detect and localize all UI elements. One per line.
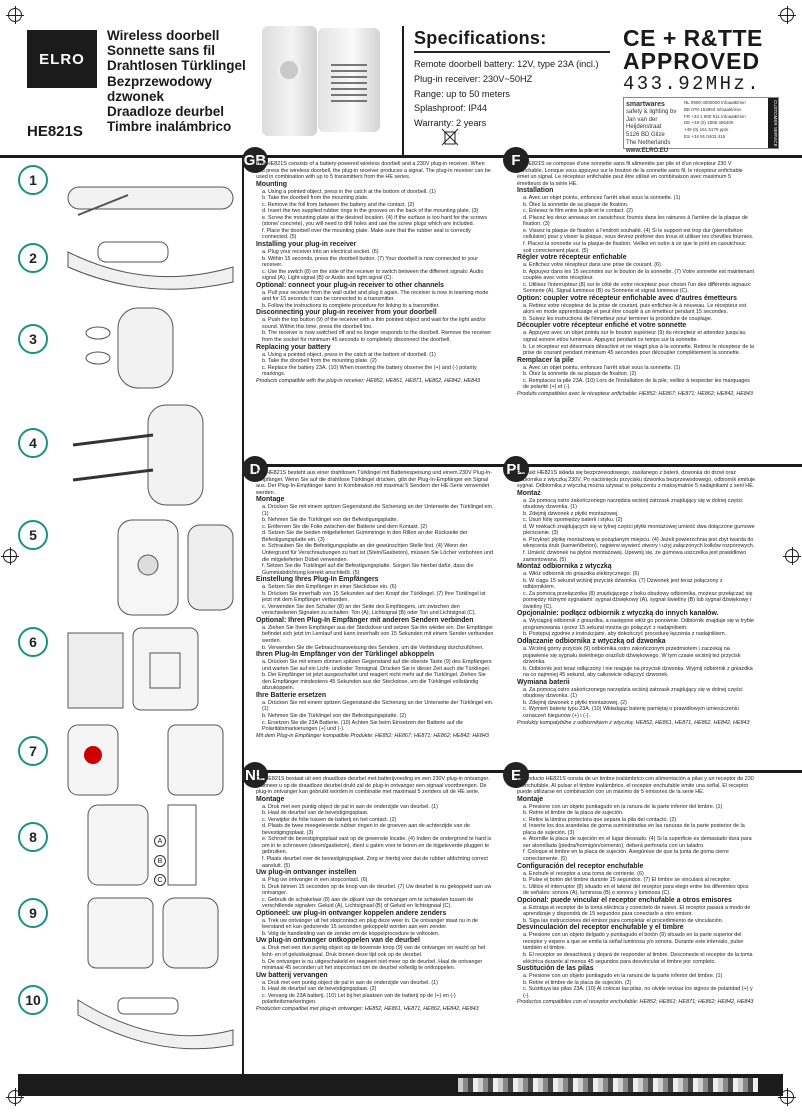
instruction-text: b. Retire el timbre de la placa de sujeción. bbox=[523, 810, 624, 817]
instruction-text: a. Za pomocą ostro zakończonego narzędzia wciśnij zatrzask znajdujący się w dolnej części obudowy dzwonka. (1) bbox=[523, 686, 743, 700]
spec-line: Plug-in receiver: 230V~50HZ bbox=[414, 73, 533, 84]
section-heading: Opcjonalnie: podłącz odbiornik z wtyczką do innych kanałów. bbox=[517, 610, 719, 618]
instructions-pl bbox=[517, 470, 755, 766]
instruction-text: Produkt HE821S składa się bezprzewodowego, zasilanego z baterii, dzwonka do drzwi oraz odbiornika z wtyczką 230V. Po naciśnięciu przycisku dzwonka bezprzewodowego, odbiornik emituje sygnał. Odbiornika z wtyczką można używać w połączeniu z maksymalnie 5 nadajnikami z serii HE. bbox=[517, 470, 755, 490]
step-number: 6 bbox=[18, 627, 48, 657]
step-number: 7 bbox=[18, 736, 48, 766]
instruction-text: a. Setzen Sie den Empfänger in einer Steckdose ein. (6) bbox=[262, 584, 397, 591]
address-line: Jan van der Heijdenstraat bbox=[626, 116, 662, 131]
section-heading: Optioneel: uw plug-in ontvanger koppelen andere zenders bbox=[256, 909, 447, 917]
footer-bar bbox=[18, 1074, 783, 1096]
instruction-text: b. Appuyez dans les 15 secondes sur le bouton de la sonnette. (7) Votre sonnette est maintenant couplée avec votre récepteur. bbox=[523, 268, 755, 282]
instruction-text: e. Schroef de bevestigingsplaat vast op de gewenste locatie. (4) Indien de ondergrond te hard is om in te schroeven (steen/gasbeton), dient u gaten voor te boren en de bijgeleverde pluggen te gebruiken. bbox=[262, 836, 492, 856]
instruction-text: a. Extraiga el receptor de la toma eléctrica y conéctelo de nuevo. El receptor pasará a modo de aprendizaje y dispondrá de 15 segundos para conectarlo a otro emisor. bbox=[523, 904, 751, 918]
section-heading: Odłączanie odbiornika z wtyczką od dzwonka bbox=[517, 638, 666, 646]
illustration-battery-foil bbox=[58, 232, 243, 297]
instruction-text: a. Plug your receiver into an electrical socket. (6) bbox=[262, 249, 379, 256]
instruction-text: c. Utilice el interruptor (8) situado en el lateral del receptor para elegir entre los diferentes tipos de señales: sonora (A), luminosa (B) o sonora y luminosa (C). bbox=[523, 883, 749, 897]
instruction-text: Productos compatibles con el receptor enchufable: HE852; HE861; HE871; HE862; HE842, HE843 bbox=[517, 999, 754, 1006]
customer-service-label: CUSTOMER SERVICE bbox=[768, 98, 778, 148]
instruction-text: f. Setzen Sie die Türklingel auf die Befestigungsplatte. Sorgen Sie hierbei dafür, dass die Gummiabdichtung korrekt anschließt. (5) bbox=[262, 563, 474, 576]
section-heading: Installation bbox=[517, 187, 554, 195]
instruction-text: c. Wymień baterię typu 23A. (10) Wkładając baterię pamiętaj o prawidłowym umieszczeniu oznaczeń biegunów (+) i (-). bbox=[523, 706, 739, 719]
phone-line: BE 078-153893 Infoaal€/min bbox=[684, 106, 742, 112]
section-heading: Mounting bbox=[256, 180, 287, 188]
instruction-text: a. Drücken Sie mit einem spitzen Gegenstand die Sicherung an der Unterseite der Türklingel ein. (1) bbox=[262, 504, 494, 517]
illustration-plug-in-receiver bbox=[58, 623, 243, 715]
instruction-text: b. Der Empfänger ist jetzt ausgeschaltet und reagiert nicht mehr auf die Türklingel. Ziehen Sie den Empfänger mindestens 45 Sekunden aus der Steckdose, um die Türklingel vollständig abzukoppeln. bbox=[262, 672, 486, 692]
brand-logo: ELRO bbox=[27, 30, 97, 88]
spec-title: Specifications: bbox=[414, 28, 610, 53]
spec-line: Remote doorbell battery: 12V, type 23A (incl.) bbox=[414, 59, 599, 69]
address-line: www.ELRO.EU bbox=[626, 147, 669, 154]
section-heading: Régler votre récepteur enfichable bbox=[517, 254, 627, 262]
illustration-press-button bbox=[58, 720, 243, 800]
instruction-text: a. Avec un objet pointu, enfoncez l'arrêt situé sous la sonnette. (1) bbox=[523, 364, 681, 371]
instruction-text: a. Drücken Sie mit einem dünnen spitzen Gegenstand auf die oberste Taste (9) des Empfängers und warten Sie auf ein Licht- und/oder Tonsignal. Drücken Sie in dieser Zeit auch die Türklingel. bbox=[262, 659, 492, 672]
instruction-text: e. Przykręć płytkę montażową w pożądanym miejscu. (4) Jeżeli powierzchnia jest zbyt twarda do wkręcenia śrub (kamień/beton), najpierw wywierć otwory i użyj załączonych kołków rozporowych. bbox=[523, 536, 755, 550]
instruction-text: c. Remove the foil from between the battery and the contact. (2) bbox=[262, 201, 415, 208]
instruction-text: b. Follow the instructions to complete procedure for linking to a transmitter. bbox=[262, 302, 440, 309]
instruction-text: c. Sustituya las pilas 23A. (10) Al colocar las pilas, no olvide revisar los signos de polaridad (+) y (-). bbox=[523, 986, 753, 999]
step-number: 2 bbox=[18, 243, 48, 273]
instructions-fr bbox=[517, 161, 755, 457]
instruction-text: b. Haal de deurbel van de bevestigingsplaat. (2) bbox=[262, 986, 377, 993]
section-heading: Montage bbox=[256, 795, 285, 803]
language-badge-pl: PL bbox=[503, 456, 529, 482]
section-heading: Uw plug-in ontvanger instellen bbox=[256, 869, 357, 877]
instruction-text: a. Wyciągnij odbiornik z gniazdka, a następnie włóż go ponownie. Odbiornik znajduje się w trybie programowania i przez 15 sekund można go połączyć z nadajnikiem. bbox=[523, 618, 754, 631]
step-number: 1 bbox=[18, 165, 48, 195]
instruction-text: Producten compatibel met plug-in ontvanger: HE852, HE861, HE871, HE862, HE842, HE843 bbox=[256, 1005, 479, 1012]
instruction-text: Produkty kompatybilne z odbiornikiem z wtyczką: HE852, HE861, HE871, HE862, HE842, HE843 bbox=[517, 719, 750, 726]
instructions-en bbox=[256, 161, 494, 457]
instruction-text: b. Le récepteur est désormais désactivé et ne réagit plus à la sonnette. Retirez le récepteur de la prise de courant pendant minimum 45 secondes pour découpler complètement la sonnette. bbox=[523, 343, 755, 357]
instruction-text: c. Usuń folię spomiędzy baterii i styku. (2) bbox=[523, 517, 623, 524]
instruction-text: f. Place the doorbell over the mounting plate. Make sure that the rubber seal is correctly connected. (5) bbox=[262, 227, 471, 241]
instruction-text: b. Ôtez la sonnette de sa plaque de fixation. (2) bbox=[523, 371, 637, 378]
title-line: Bezprzewodowy dzwonek bbox=[107, 73, 213, 104]
instruction-text: a. Using a pointed object, press in the catch at the bottom of doorbell. (1) bbox=[262, 188, 436, 195]
instruction-text: b. Zdejmij dzwonek z płytki montażowej. (2) bbox=[523, 699, 627, 706]
section-heading: Optional: Ihren Plug-In Empfänger mit anderen Sendern verbinden bbox=[256, 616, 474, 624]
signal-option-a: A bbox=[154, 835, 166, 847]
instruction-text: b. Odbiornik jest teraz odłączony i nie reaguje na przycisk dzwonka. Wyjmij odbiornik z gniazdka na co najmniej 45 sekund, aby całkowicie odłączyć dzwonek. bbox=[523, 665, 753, 679]
section-heading: Montaż odbiornika z wtyczką bbox=[517, 563, 612, 571]
instruction-text: c. Gebruik de schakelaar (8) aan de zijkant van de ontvanger om te schakelen tussen de verschillende signalen: Geluid (A), Lichtsignaal (B) of Geluid en lichtsignaal (C). bbox=[262, 896, 474, 910]
step-number: 9 bbox=[18, 898, 48, 928]
instruction-text: b. Nehmen Sie die Türklingel von der Befestigungsplatte. bbox=[262, 517, 398, 524]
model-number: HE821S bbox=[27, 123, 83, 140]
instruction-text: c. Remplacez la pile 23A. (10) Lors de l'installation de la pile, veillez à respecter les marquages de polarité (+) et (-). bbox=[523, 377, 750, 391]
instruction-text: a. Presione con un objeto puntiagudo en la ranura de la parte inferior del timbre. (1) bbox=[523, 973, 723, 980]
instruction-text: c. Enlevez le film entre la pile et le contact. (2) bbox=[523, 208, 633, 215]
instruction-text: a. Appuyez avec un objet pointu sur le bouton supérieur (9) du récepteur et attendez jusqu'au signal sonore et/ou lumineux. Appuyez pendant ce temps sur la sonnette. bbox=[523, 330, 746, 344]
language-badge-gb: GB bbox=[242, 147, 268, 173]
section-heading: Uw batterij vervangen bbox=[256, 971, 328, 979]
instruction-text: Le HE821S se compose d'une sonnette sans fil alimentée par pile et d'un récepteur 230 V enfichable. Lorsque vous appuyez sur le bouton de la sonnette sans fil, le récepteur enfichable émet un signal. Le récepteur enfichable peut être utilisé en combinaison avec maximum 5 émetteurs de la série HE. bbox=[517, 161, 743, 187]
instruction-text: The HE821S consists of a battery-powered wireless doorbell and a 230V plug-in receiver. When you press the wireless doorbell, the plug-in receiver produces a signal. The plug-in receiver can be used in combination with up to 5 transmitters from the HE series. bbox=[256, 161, 491, 181]
section-heading: Ihren Plug-In Empfänger von der Türklingel abkoppeln bbox=[256, 651, 435, 659]
instruction-text: f. Plaats deurbel over de bevestigingsplaat. Zorg er hierbij voor dat de rubber afdichting correct aansluit. (5) bbox=[262, 856, 488, 869]
instruction-text: b. Take the doorbell from the mounting plate. (2) bbox=[262, 358, 377, 365]
instruction-text: a. Avec un objet pointu, enfoncez l'arrêt situé sous la sonnette. (1) bbox=[523, 195, 681, 202]
instructions-nl bbox=[256, 776, 494, 1070]
instruction-text: a. Push the top button (9) of the receiver with a thin pointed object and wait for the light and/or sound. Within this time, press the doorbell too. bbox=[262, 317, 486, 330]
phone-line: NL 0900-4000000 Infoaal€/min bbox=[684, 100, 746, 105]
instruction-text: a. Presione con un objeto puntiagudo en la ranura de la parte inferior del timbre. (1) bbox=[523, 803, 723, 810]
section-heading: Einstellung Ihres Plug-In Empfängers bbox=[256, 576, 379, 584]
illustration-disconnect bbox=[58, 893, 243, 971]
registration-mark bbox=[8, 8, 22, 22]
instructions-de bbox=[256, 470, 494, 766]
phone-line: FR +33 1 800 911 Infoaal€/min bbox=[684, 113, 746, 119]
instruction-text: a. Enfichez votre récepteur dans une prise de courant. (6) bbox=[523, 262, 661, 269]
instruction-text: d. W rowkach znajdujących się w tylnej części płytki montażowej umieść dwa dołączone gumowe pierścienie. (3) bbox=[523, 523, 755, 537]
instruction-text: b. Zdejmij dzwonek z płytki montażowej. bbox=[523, 510, 619, 517]
instruction-text: a. Wciśnij górny przycisk (9) odbiornika ostro zakończonym przedmiotem i zaczekaj na pojawienie się sygnału świetlnego oraz/lub dźwiękowego. W tym czasie wciśnij też przycisk dzwonka. bbox=[523, 646, 741, 666]
instruction-text: Produits compatibles avec le récepteur enfichable: HE852; HE867; HE871; HE862; HE842, HE843 bbox=[517, 390, 753, 397]
illustration-remove-cover bbox=[58, 175, 243, 225]
language-badge-fr: F bbox=[503, 147, 529, 173]
instruction-text: c. Replace the battery 23A. (10) When inserting the battery observe the (+) and (-) polarity markings. bbox=[262, 364, 477, 378]
address-line: smartwares bbox=[626, 101, 665, 108]
instruction-text: a. Presione con un objeto delgado y puntiagudo el botón (9) situado en la parte superior del receptor y espere a que se emita la señal luminosa y/o sonora. Durante este intervalo, pulse también el timbre. bbox=[523, 932, 744, 952]
manufacturer-address bbox=[623, 97, 779, 154]
instruction-text: d. Inserte los dos arandelas de goma suministradas en las ranuras de la parte posterior de la placa de sujeción. (3) bbox=[523, 823, 745, 836]
instruction-text: Der HE821S besteht aus einer drahtlosen Türklingel mit Batteriespeisung und einem 230V Plug-In-Empfänger. Wenn Sie auf die drahtlose Türklingel drücken, gibt der Plug-In-Empfänger ein Signal aus. Der Plug-In-Empfänger kann in Kombination mit maximal 5 Sendern der HE-Serie verwendet werden. bbox=[256, 470, 493, 496]
instruction-text: f. Umieść dzwonek na płytce montażowej. Upewnij się, że gumowa uszczelka jest prawidłowo zamontowana. (5) bbox=[523, 550, 747, 563]
section-heading: Desvinculación del receptor enchufable y el timbre bbox=[517, 924, 684, 932]
instruction-text: e. Screw the mounting plate at the desired location. (4) If the surface is too hard for the screws (stone/ concrete), you will need to drill holes and use the screw plugs which are included. bbox=[262, 214, 488, 228]
instruction-text: d. Insert the two supplied rubber rings in the grooves on the back of the mounting plate. (3) bbox=[262, 208, 479, 215]
instruction-text: a. Enchufe el receptor a una toma de corriente. (6) bbox=[523, 870, 644, 877]
illustration-rubber-rings bbox=[58, 303, 243, 393]
instruction-text: Products compatible with the plug-in receiver: HE852, HE861, HE871, HE862, HE842, HE843 bbox=[256, 377, 481, 384]
instruction-text: b. De ontvanger is nu uitgeschakeld en reageert niet meer op de deurbel. Haal de ontvanger minimaal 45 seconden uit het stopcontact om de deurbel volledig te ontkoppelen. bbox=[262, 958, 483, 972]
instruction-text: d. Setzen Sie die beiden mitgelieferten Gummiringe in den Rillen an der Rückseite der Befestigungsplatte ein. (3) bbox=[262, 530, 468, 543]
phone-line: +49 (0) 161 5170 ppm bbox=[684, 127, 729, 133]
instruction-text: f. Placez la sonnette sur la plaque de fixation. Veillez en outre à ce que le joint en caoutchouc soit correctement placé. (5) bbox=[523, 241, 746, 254]
instruction-text: c. Utilisez l'interrupteur (8) sur le côté de votre récepteur pour choisir l'un des différents signaux: Sonnerie (A), Signal lumineux (B) ou Sonnerie et signal lumineux (C). bbox=[523, 281, 752, 295]
illustration-screw-mounting bbox=[58, 400, 243, 510]
instruction-text: c. Ersetzen Sie die 23A Batterie. (10) Achten Sie beim Einsetzen der Batterie auf die Polaritätsmarkierungen (+) und (-). bbox=[262, 719, 464, 733]
instruction-text: b. Ôtez la sonnette de sa plaque de fixation. bbox=[523, 201, 629, 208]
instructions-es bbox=[517, 776, 755, 1070]
instruction-text: b. El receptor se desactivará y dejará de responder al timbre. Desconecte el receptor de la toma eléctrica durante al menos 45 segundos para desvincular el timbre por completo. bbox=[523, 952, 753, 965]
certification-block: CE + R&TTE APPROVED 433.92MHz. bbox=[623, 27, 779, 95]
rtte-mark: R&TTE bbox=[683, 25, 763, 51]
title-line: Wireless doorbell bbox=[107, 28, 220, 43]
title-line: Draadloze deurbel bbox=[107, 104, 225, 120]
instruction-text: d. Plaats de twee meegeleverde rubber ringen in de groeven aan de achterzijde van de bevestigingsplaat. (3) bbox=[262, 823, 470, 836]
instruction-text: a. Retirez votre récepteur de la prise de courant, puis enfichez-le à nouveau. Le récepteur est alors en mode apprentissage et peut être couplé à un émetteur pendant 15 secondes. bbox=[523, 302, 747, 316]
instruction-text: c. Retire la lámina protectora que separa la pila del contacto. (2) bbox=[523, 816, 677, 823]
address-line: The Netherlands bbox=[626, 139, 671, 146]
instruction-text: b. The receiver is now switched off and no longer responds to the doorbell. Remove the receiver from the socket for minimum 45 seconds to completely disconnect the doorbell. bbox=[262, 330, 492, 344]
instruction-text: a. Druk met een puntig object de pal in aan de onderzijde van deurbel. (1) bbox=[262, 803, 438, 810]
section-heading: Replacing your battery bbox=[256, 343, 331, 351]
phone-line: ES +34 91 0403 415 bbox=[684, 133, 726, 139]
section-heading: Découpler votre récepteur enfiché et votre sonnette bbox=[517, 322, 687, 330]
language-badge-es: E bbox=[503, 762, 529, 788]
instruction-text: b. Suivez les instructions de l'émetteur pour terminer la procédure de couplage. bbox=[523, 315, 713, 322]
instruction-text: b. Verwenden Sie die Gebrauchsanweisung des Senders, um die Verbindung durchzuführen. bbox=[262, 644, 484, 651]
approved-text: APPROVED bbox=[623, 48, 761, 74]
product-titles bbox=[107, 28, 257, 134]
instruction-text: c. Verwenden Sie den Schalter (8) an der Seite des Empfängers, um zwischen den verschiedenen Signalen zu schalten: Ton (A), Lichtsignal (B) oder Ton und Lichtsignal (C). bbox=[262, 603, 477, 617]
instruction-text: c. Za pomocą przełącznika (8) znajdującego z boku obudowy odbiornika, możesz przełączać się pomiędzy różnymi sygnałami: sygnał dźwiękowy (A), sygnał świetlny (B) lub sygnał dźwiękowy i świetlny (C). bbox=[523, 590, 753, 610]
divider-bar bbox=[0, 155, 802, 158]
instruction-text: b. Drücken Sie innerhalb von 15 Sekunden auf den Knopf der Türklingel. (7) Ihre Türklingel ist jetzt mit dem Empfänger verbunden. bbox=[262, 590, 486, 604]
instruction-text: De HE821S bestaat uit een draadloze deurbel met batterijvoeding en een 230V plug-in ontvanger. Wanneer u op de draadloze deurbel drukt zal de plug-in ontvanger een signaal voortbrengen. De plug-in ontvanger kan gebruikt worden in combinatie met maximaal 5 zenders uit de HE serie. bbox=[256, 776, 490, 796]
section-heading: Montaż bbox=[517, 489, 541, 497]
instruction-text: c. Entfernen Sie die Folie zwischen der Batterie und dem Kontakt. (2) bbox=[262, 523, 428, 530]
instruction-text: Mit dem Plug-in Empfänger kompatible Produkte: HE852; HE867; HE871; HE862; HE842; HE843 bbox=[256, 732, 489, 739]
instruction-text: b. Pulse el botón del timbre durante 15 segundos. (7) El timbre se vinculará al receptor. bbox=[523, 877, 732, 884]
instruction-text: e. Vissez la plaque de fixation à l'endroit souhaité. (4) Si le support est trop dur (pierre/béton cellulaire) pour y visser la plaque, vous devrez préforer des trous et utiliser les chevilles fournies. bbox=[523, 227, 754, 241]
language-badge-de: D bbox=[242, 456, 268, 482]
instruction-text: e. Schrauben Sie die Befestigungsplatte an der gewünschten Stelle fest. (4) Wenn der Untergrund für Verschraubungen zu hart ist (Stein/Gasbeton), müssen Sie Löcher vorbohren und die mitgelieferten Dübel verwenden. bbox=[262, 543, 494, 563]
section-heading: Disconnecting your plug-in receiver from your doorbell bbox=[256, 309, 437, 317]
instruction-text: b. W ciągu 15 sekund wciśnij przycisk dzwonka. (7) Dzwonek jest teraz połączony z odbiornikiem. bbox=[523, 577, 723, 591]
title-line: Drahtlosen Türklingel bbox=[107, 58, 246, 74]
section-heading: Configuración del receptor enchufable bbox=[517, 862, 644, 870]
spec-line: Splashproof: IP44 bbox=[414, 103, 488, 114]
instruction-text: a. Drücken Sie mit einem spitzen Gegenstand die Sicherung an der Unterseite der Türklingel ein. (1) bbox=[262, 699, 494, 713]
address-line: 5126 BD Gilze bbox=[626, 132, 665, 139]
frequency: 433.92MHz. bbox=[623, 73, 762, 95]
illustration-place-doorbell bbox=[58, 515, 243, 620]
title-line: Sonnette sans fil bbox=[107, 43, 216, 59]
title-line: Timbre inalámbrico bbox=[107, 119, 232, 135]
ce-mark: CE bbox=[623, 25, 656, 51]
instruction-text: a. Włóż odbiornik do gniazdka elektrycznego. (6) bbox=[523, 571, 640, 578]
step-number: 5 bbox=[18, 520, 48, 550]
section-heading: Sustitución de las pilas bbox=[517, 965, 594, 973]
illustration-replace-battery bbox=[58, 980, 243, 1060]
instruction-text: b. Volg de handleiding van de zender om de koppelprocedure te voltooien. bbox=[262, 930, 440, 937]
instruction-text: c. Verwijder de folie tussen de batterij en het contact. (2) bbox=[262, 816, 397, 823]
instruction-text: a. Ziehen Sie Ihren Empfänger aus der Steckdose und setzen Sie ihn wieder ein. Der Empfänger befindet sich jetzt im Lernlauf und kann innerhalb von 15 Sekunden mit einem Sender verbunden werden. bbox=[262, 624, 494, 645]
instruction-text: a. Druk met een puntig object de pal in aan de onderzijde van deurbel. (1) bbox=[262, 979, 438, 986]
instruction-text: a. Pull your receiver from the wall outlet and plug it again. The receiver is now in learning mode and for 15 seconds it can be connected to a transmitter. bbox=[262, 289, 489, 303]
instruction-text: b. Druk binnen 15 seconden op de knop van de deurbel. (7) Uw deurbel is nu gekoppeld aan uw ontvanger. bbox=[262, 883, 492, 897]
signal-option-c: C bbox=[154, 874, 166, 886]
instruction-text: a. Za pomocą ostro zakończonego narzędzia wciśnij zatrzask znajdujący się w dolnej części obudowy dzwonka. (1) bbox=[523, 497, 743, 511]
instruction-text: c. Vervang de 23A batterij. (10) Let bij het plaatsen van de batterij op de (+) en (-) polariteitsmarkeringen. bbox=[262, 992, 456, 1006]
specifications bbox=[414, 28, 610, 131]
section-heading: Ihre Batterie ersetzen bbox=[256, 691, 327, 699]
instruction-text: e. Atornille la placa de sujeción en el lugar deseado. (4) Si la superficie es demasiado dura para ser atornillada (piedra/hormigón/cemento), deberá perforarla con un taladro. bbox=[523, 836, 752, 849]
instruction-text: b. Postępuj zgodnie z instrukcjami, aby dokończyć procedurę łączenia z nadajnikiem. bbox=[523, 631, 727, 638]
instruction-text: f. Coloque el timbre en la placa de sujeción. Asegúrese de que la junta de goma cierre correctamente. (5) bbox=[523, 849, 729, 863]
step-number: 10 bbox=[18, 985, 48, 1015]
instruction-text: a. Using a pointed object, press in the catch at the bottom of doorbell. (1) bbox=[262, 351, 436, 358]
instruction-text: b. Retire el timbre de la placa de sujeción. (2) bbox=[523, 979, 632, 986]
section-heading: Optional: connect your plug-in receiver to other channels bbox=[256, 281, 444, 289]
instruction-text: b. Within 15 seconds, press the doorbell button. (7) Your doorbell is now connected to your receiver. bbox=[262, 255, 479, 269]
instruction-text: c. Use the switch (8) on the side of the receiver to switch between the different signals: Audio signal (A), Light signal (B) or Audio and light signal (C). bbox=[262, 268, 484, 282]
language-badge-nl: NL bbox=[242, 762, 268, 788]
divider-bar bbox=[402, 26, 404, 156]
section-heading: Option: coupler votre récepteur enfichable avec d'autres émetteurs bbox=[517, 294, 737, 302]
instruction-text: b. Haal de deurbel van de bevestigingsplaat. bbox=[262, 810, 369, 817]
instruction-text: a. Druk met een dun puntig object op de bovenste knop (9) van de ontvanger en wacht op het licht- en of geluidssignaal. Druk binnen deze tijd ook op de deurbel. bbox=[262, 945, 486, 959]
section-heading: Remplacer la pile bbox=[517, 356, 574, 364]
instruction-text: a. Plug uw ontvanger in een stopcontact. (6) bbox=[262, 877, 368, 884]
signal-option-b: B bbox=[154, 855, 166, 867]
registration-mark bbox=[3, 549, 17, 563]
section-heading: Uw plug-in ontvanger ontkoppelen van de deurbel bbox=[256, 937, 420, 945]
registration-mark bbox=[785, 549, 799, 563]
address-line: safety & lighting bv bbox=[626, 108, 677, 115]
doorbell-product-image bbox=[262, 26, 317, 136]
step-number: 4 bbox=[18, 428, 48, 458]
instruction-text: b. Siga las instrucciones del emisor para completar el procedimiento de vinculación. bbox=[523, 917, 724, 924]
section-heading: Opcional: puede vincular el receptor enchufable a otros emisores bbox=[517, 896, 732, 904]
section-heading: Montaje bbox=[517, 795, 544, 803]
receiver-product-image bbox=[318, 28, 380, 132]
step-number: 3 bbox=[18, 324, 48, 354]
registration-mark bbox=[780, 8, 794, 22]
weee-bin-icon bbox=[441, 128, 459, 146]
instruction-text: d. Placez les deux anneaux en caoutchouc fournis dans les rainures à l'arrière de la plaque de fixation. (3) bbox=[523, 214, 748, 228]
spec-line: Warranty: 2 years bbox=[414, 118, 487, 129]
instruction-text: a. Trek uw ontvanger uit het stopcontact en plug deze weer in. De ontvanger staat nu in de leerstand en kan gedurende 15 seconden gekoppeld worden aan een zender. bbox=[262, 917, 479, 931]
section-heading: Wymiana baterii bbox=[517, 678, 570, 686]
instruction-text: El producto HE821S consta de un timbre inalámbrico con alimentación a pilas y un receptor de 230 V enchufable. Al pulsar el timbre inalámbrico, el receptor enchufable emite una señal. El receptor puede utilizarse en combinación con un máximo de 5 emisores de la serie HE. bbox=[517, 776, 754, 796]
step-number: 8 bbox=[18, 822, 48, 852]
instruction-text: b. Nehmen Sie die Türklingel von der Befestigungsplatte. (2) bbox=[262, 712, 407, 719]
section-heading: Installing your plug-in receiver bbox=[256, 241, 357, 249]
illustration-signal-switch bbox=[58, 800, 243, 888]
instruction-text: b. Take the doorbell from the mounting plate. bbox=[262, 195, 369, 202]
phone-line: DE +49 (0) 1805 455400 bbox=[684, 120, 734, 126]
section-heading: Montage bbox=[256, 496, 285, 504]
spec-line: Range: up to 50 meters bbox=[414, 88, 511, 99]
